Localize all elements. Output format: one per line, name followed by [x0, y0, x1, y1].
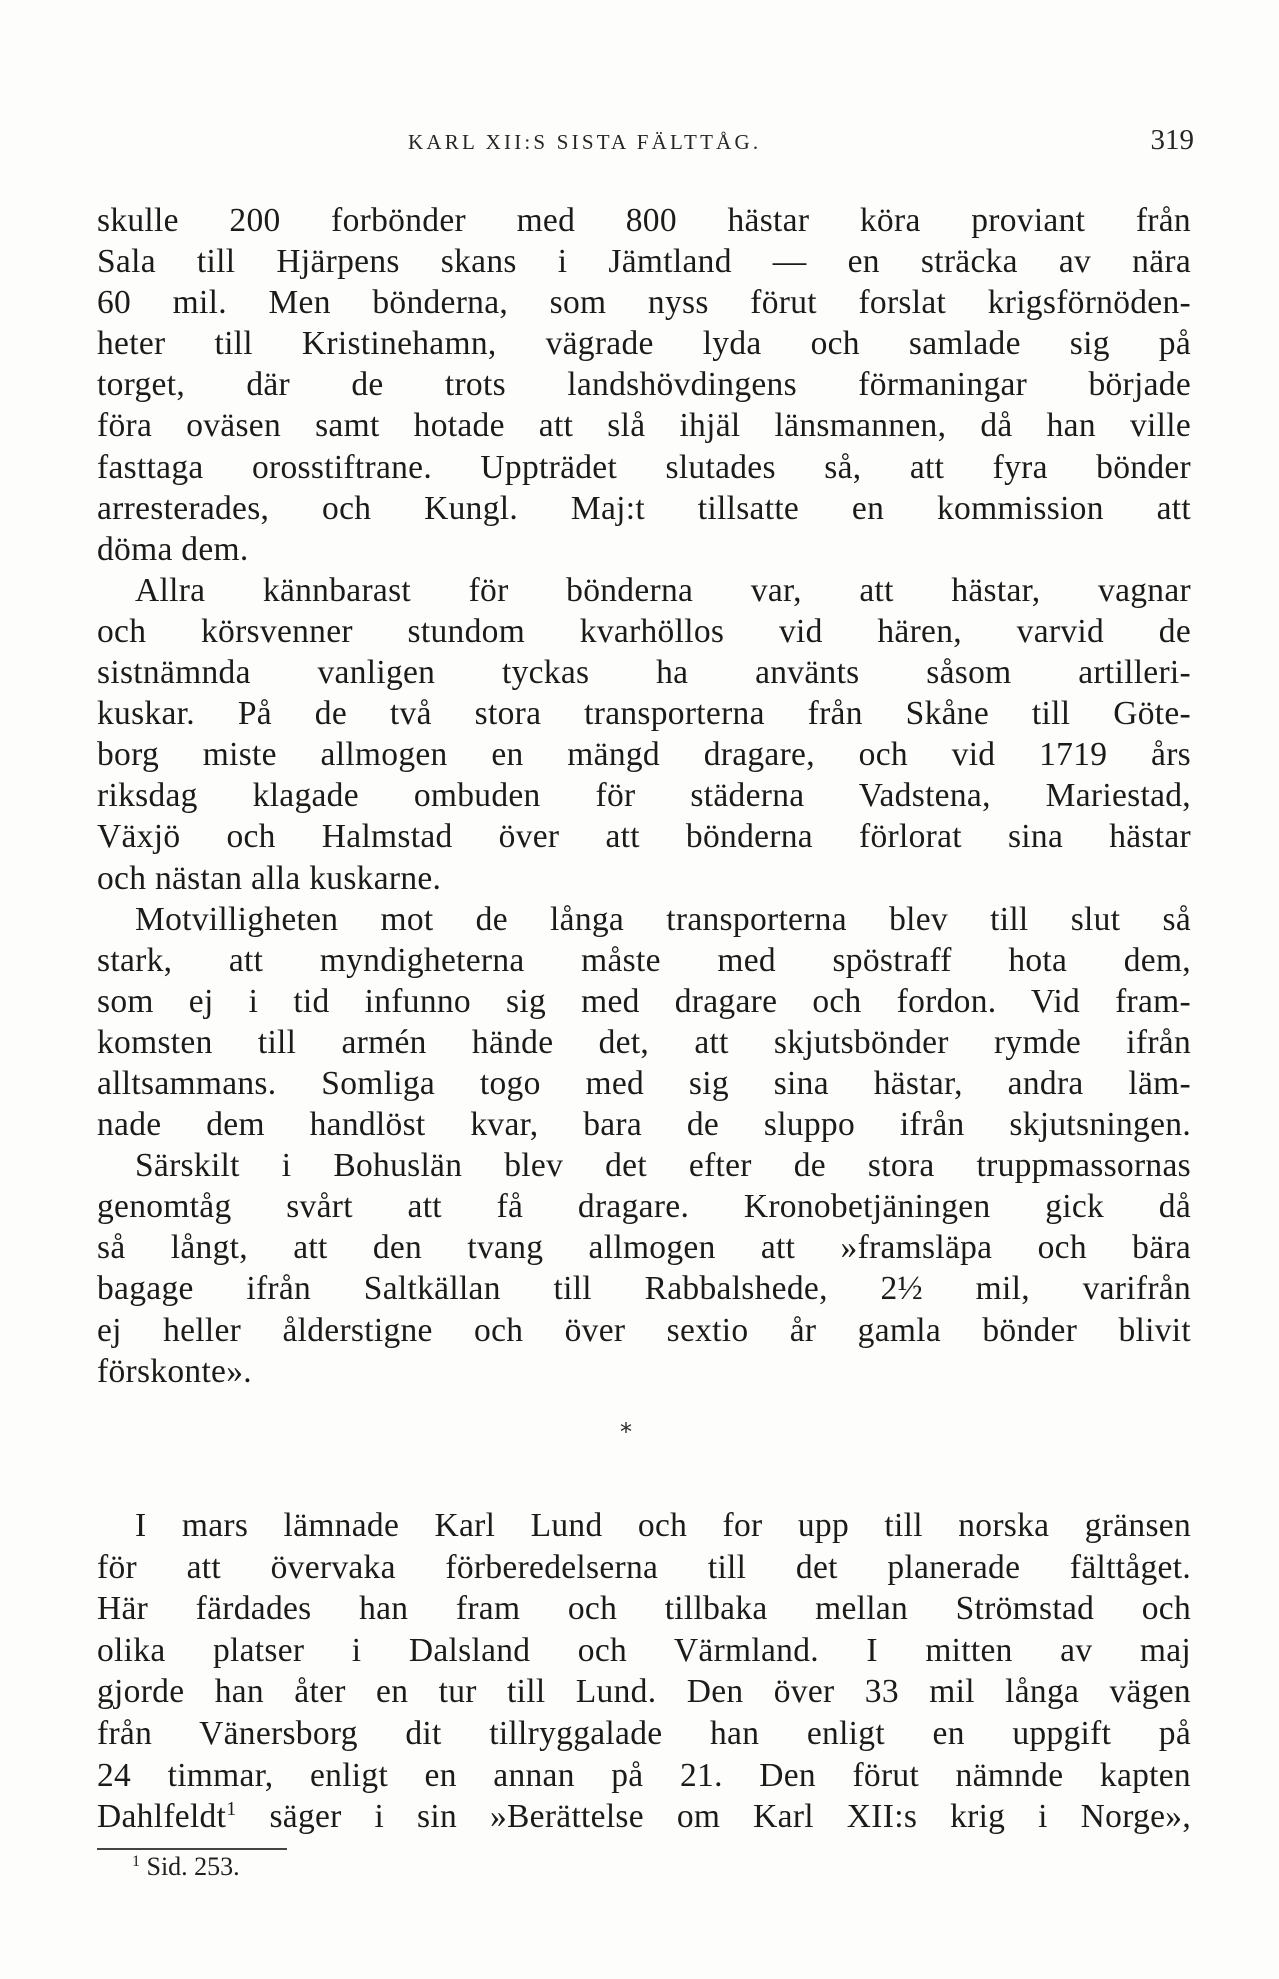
body-line: komsten till armén hände det, att skjutsbönder rymde ifrån	[97, 1023, 1191, 1061]
page-number: 319	[1150, 124, 1194, 156]
body-line: så långt, att den tvang allmogen att »framsläpa och bära	[97, 1229, 1191, 1267]
body-line: nade dem handlöst kvar, bara de sluppo ifrån skjutsningen.	[97, 1106, 1191, 1144]
footnote	[132, 1852, 240, 1882]
body-line: från Vänersborg dit tillryggalade han enligt en uppgift på	[97, 1714, 1191, 1752]
body-line: förskonte».	[97, 1352, 252, 1390]
body-line: riksdag klagade ombuden för städerna Vadstena, Mariestad,	[97, 777, 1191, 815]
body-line: 60 mil. Men bönderna, som nyss förut forslat krigsförnöden-	[97, 284, 1191, 322]
body-line: Särskilt i Bohuslän blev det efter de stora truppmassornas	[135, 1147, 1191, 1185]
body-line: stark, att myndigheterna måste med spöstraff hota dem,	[97, 941, 1191, 979]
body-line: och körsvenner stundom kvarhöllos vid hären, varvid de	[97, 612, 1191, 650]
body-line: Sala till Hjärpens skans i Jämtland — en sträcka av nära	[97, 243, 1191, 281]
body-line: och nästan alla kuskarne.	[97, 859, 442, 897]
running-head: KARL XII:S SISTA FÄLTTÅG.	[408, 130, 762, 154]
body-line: I mars lämnade Karl Lund och for upp till norska gränsen	[135, 1507, 1191, 1544]
section-separator: *	[620, 1418, 632, 1446]
body-line: döma dem.	[97, 530, 249, 568]
body-line: olika platser i Dalsland och Värmland. I mitten av maj	[97, 1631, 1191, 1669]
body-line: torget, där de trots landshövdingens förmaningar började	[97, 366, 1191, 404]
body-line: Motvilligheten mot de långa transporterna blev till slut så	[135, 900, 1191, 938]
body-line: Här färdades han fram och tillbaka mellan Strömstad och	[97, 1590, 1191, 1628]
body-line: heter till Kristinehamn, vägrade lyda och samlade sig på	[97, 325, 1191, 363]
body-line: genomtåg svårt att få dragare. Kronobetjäningen gick då	[97, 1188, 1191, 1226]
body-line: Allra kännbarast för bönderna var, att hästar, vagnar	[135, 571, 1191, 609]
body-text-part1	[97, 200, 1191, 1392]
body-line: som ej i tid infunno sig med dragare och fordon. Vid fram-	[97, 982, 1191, 1020]
body-line: skulle 200 forbönder med 800 hästar köra proviant från	[97, 202, 1191, 239]
body-line: fasttaga orosstiftrane. Uppträdet slutades så, att fyra bönder	[97, 448, 1191, 486]
body-line: Växjö och Halmstad över att bönderna förlorat sina hästar	[97, 818, 1191, 856]
footnote-marker: 1	[132, 1853, 140, 1870]
body-line-last	[97, 1796, 1191, 1838]
body-line: föra oväsen samt hotade att slå ihjäl länsmannen, då han ville	[97, 407, 1191, 445]
last-line-after: säger i sin »Berättelse om Karl XII:s krig i Norge»,	[236, 1798, 1191, 1836]
body-line: gjorde han åter en tur till Lund. Den över 33 mil långa vägen	[97, 1673, 1191, 1711]
last-line-before: Dahlfeldt	[97, 1798, 227, 1836]
body-line: borg miste allmogen en mängd dragare, och vid 1719 års	[97, 736, 1191, 774]
footnote-reference[interactable]: 1	[226, 1798, 237, 1821]
body-text-part2	[97, 1505, 1191, 1838]
body-line: bagage ifrån Saltkällan till Rabbalshede, 2½ mil, varifrån	[97, 1270, 1191, 1308]
body-line: 24 timmar, enligt en annan på 21. Den förut nämnde kapten	[97, 1756, 1191, 1794]
body-line: kuskar. På de två stora transporterna från Skåne till Göte-	[97, 695, 1191, 733]
body-line: arresterades, och Kungl. Maj:t tillsatte en kommission att	[97, 489, 1191, 527]
body-text-part2-lines	[97, 1505, 1191, 1796]
body-line: alltsammans. Somliga togo med sig sina hästar, andra läm-	[97, 1064, 1191, 1102]
body-line: sistnämnda vanligen tyckas ha använts såsom artilleri-	[97, 654, 1191, 692]
footnote-rule	[97, 1848, 287, 1850]
body-line: ej heller ålderstigne och över sextio år gamla bönder blivit	[97, 1311, 1191, 1349]
body-line: för att övervaka förberedelserna till det planerade fälttåget.	[97, 1548, 1191, 1586]
footnote-text: Sid. 253.	[140, 1852, 240, 1881]
